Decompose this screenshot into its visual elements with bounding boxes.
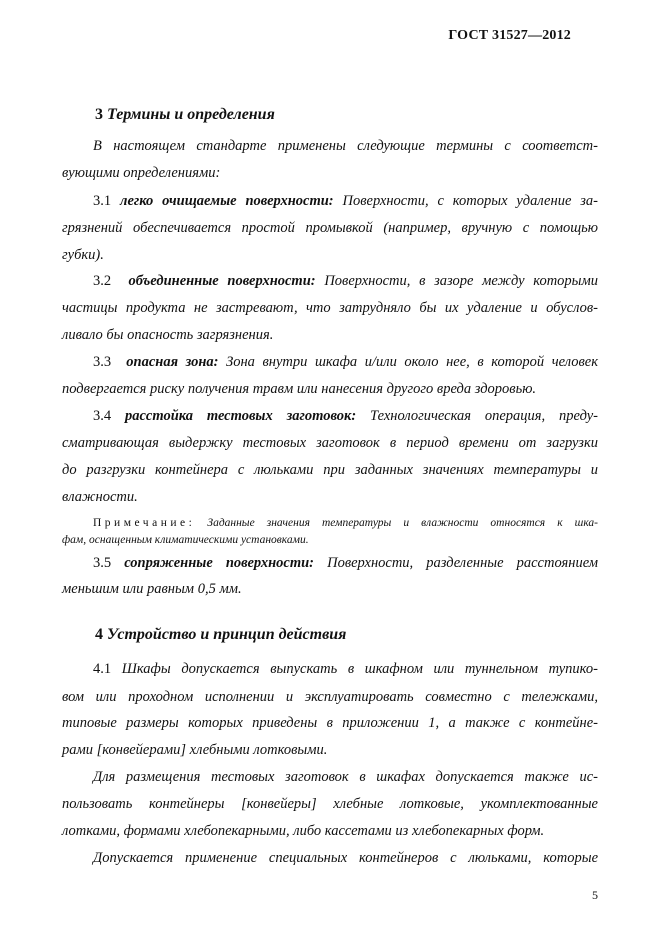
note-line-2: фам, оснащенным климатическими установками.	[62, 534, 309, 546]
term-3-3-line: подвергается риску получения травм или нанесения другого вреда здоровью.	[62, 381, 537, 397]
term-3-4-line: до разгрузки контейнера с люльками при заданных значениях температуры и	[62, 462, 598, 478]
clause-4-1: 4.1 Шкафы допускается выпускать в шкафном или туннельном тупико-	[93, 661, 598, 677]
term-3-2-line: ливало бы опасность загрязнения.	[62, 327, 274, 343]
term-name: опасная зона:	[126, 354, 219, 370]
clause-4-1-line: рами [конвейерами] хлебными лотковыми.	[62, 742, 328, 758]
section-title: Устройство и принцип действия	[107, 626, 347, 643]
paragraph-special-containers: Допускается применение специальных контейнеров с люльками, которые	[93, 850, 598, 866]
term-3-1: 3.1 легко очищаемые поверхности: Поверхности, с которых удаление за-	[93, 193, 598, 209]
section-4-heading	[95, 626, 346, 644]
paragraph-containers-line: лотками, формами хлебопекарными, либо кассетами из хлебопекарных форм.	[62, 823, 545, 839]
term-3-1-line: грязнений обеспечивается простой промывкой (например, вручную с помощью	[62, 220, 598, 236]
section-3-heading	[95, 106, 275, 124]
intro-paragraph-line-1: В настоящем стандарте применены следующие термины с соответст-	[93, 138, 598, 154]
term-3-4-line: сматривающая выдержку тестовых заготовок в период времени от загрузки	[62, 435, 598, 451]
intro-paragraph-line-2: вующими определениями:	[62, 165, 221, 181]
note-label: Примечание:	[93, 517, 196, 529]
term-name: сопряженные поверхности:	[124, 555, 315, 571]
term-3-5-line: меньшим или равным 0,5 мм.	[62, 581, 242, 597]
note-line-1: Примечание: Заданные значения температуры и влажности относятся к шка-	[93, 517, 598, 529]
paragraph-containers: Для размещения тестовых заготовок в шкафах допускается также ис-	[93, 769, 598, 785]
paragraph-containers-line: пользовать контейнеры [конвейеры] хлебные лотковые, укомплектованные	[62, 796, 598, 812]
term-3-1-line: губки).	[62, 247, 104, 263]
term-3-4: 3.4 расстойка тестовых заготовок: Технологическая операция, преду-	[93, 408, 598, 424]
clause-4-1-line: типовые размеры которых приведены в приложении 1, а также с контейне-	[62, 715, 598, 731]
document-header: ГОСТ 31527—2012	[448, 28, 571, 43]
term-3-5: 3.5 сопряженные поверхности: Поверхности, разделенные расстоянием	[93, 555, 599, 571]
page-number: 5	[592, 888, 598, 902]
term-3-3: 3.3 опасная зона: Зона внутри шкафа и/или около нее, в которой человек	[93, 354, 599, 370]
section-title: Термины и определения	[107, 106, 275, 123]
term-name: расстойка тестовых заготовок:	[124, 408, 357, 424]
term-name: легко очищаемые поверхности:	[120, 193, 334, 209]
term-name: объединенные поверхности:	[128, 273, 316, 289]
clause-4-1-line: вом или проходном исполнении и эксплуатировать совместно с тележками,	[62, 689, 598, 705]
section-number: 3	[95, 106, 103, 123]
term-3-2-line: частицы продукта не застревают, что затрудняло бы их удаление и обуслов-	[62, 300, 598, 316]
term-3-4-line: влажности.	[62, 489, 138, 505]
section-number: 4	[95, 626, 103, 643]
term-3-2: 3.2 объединенные поверхности: Поверхности, в зазоре между которыми	[93, 273, 599, 289]
